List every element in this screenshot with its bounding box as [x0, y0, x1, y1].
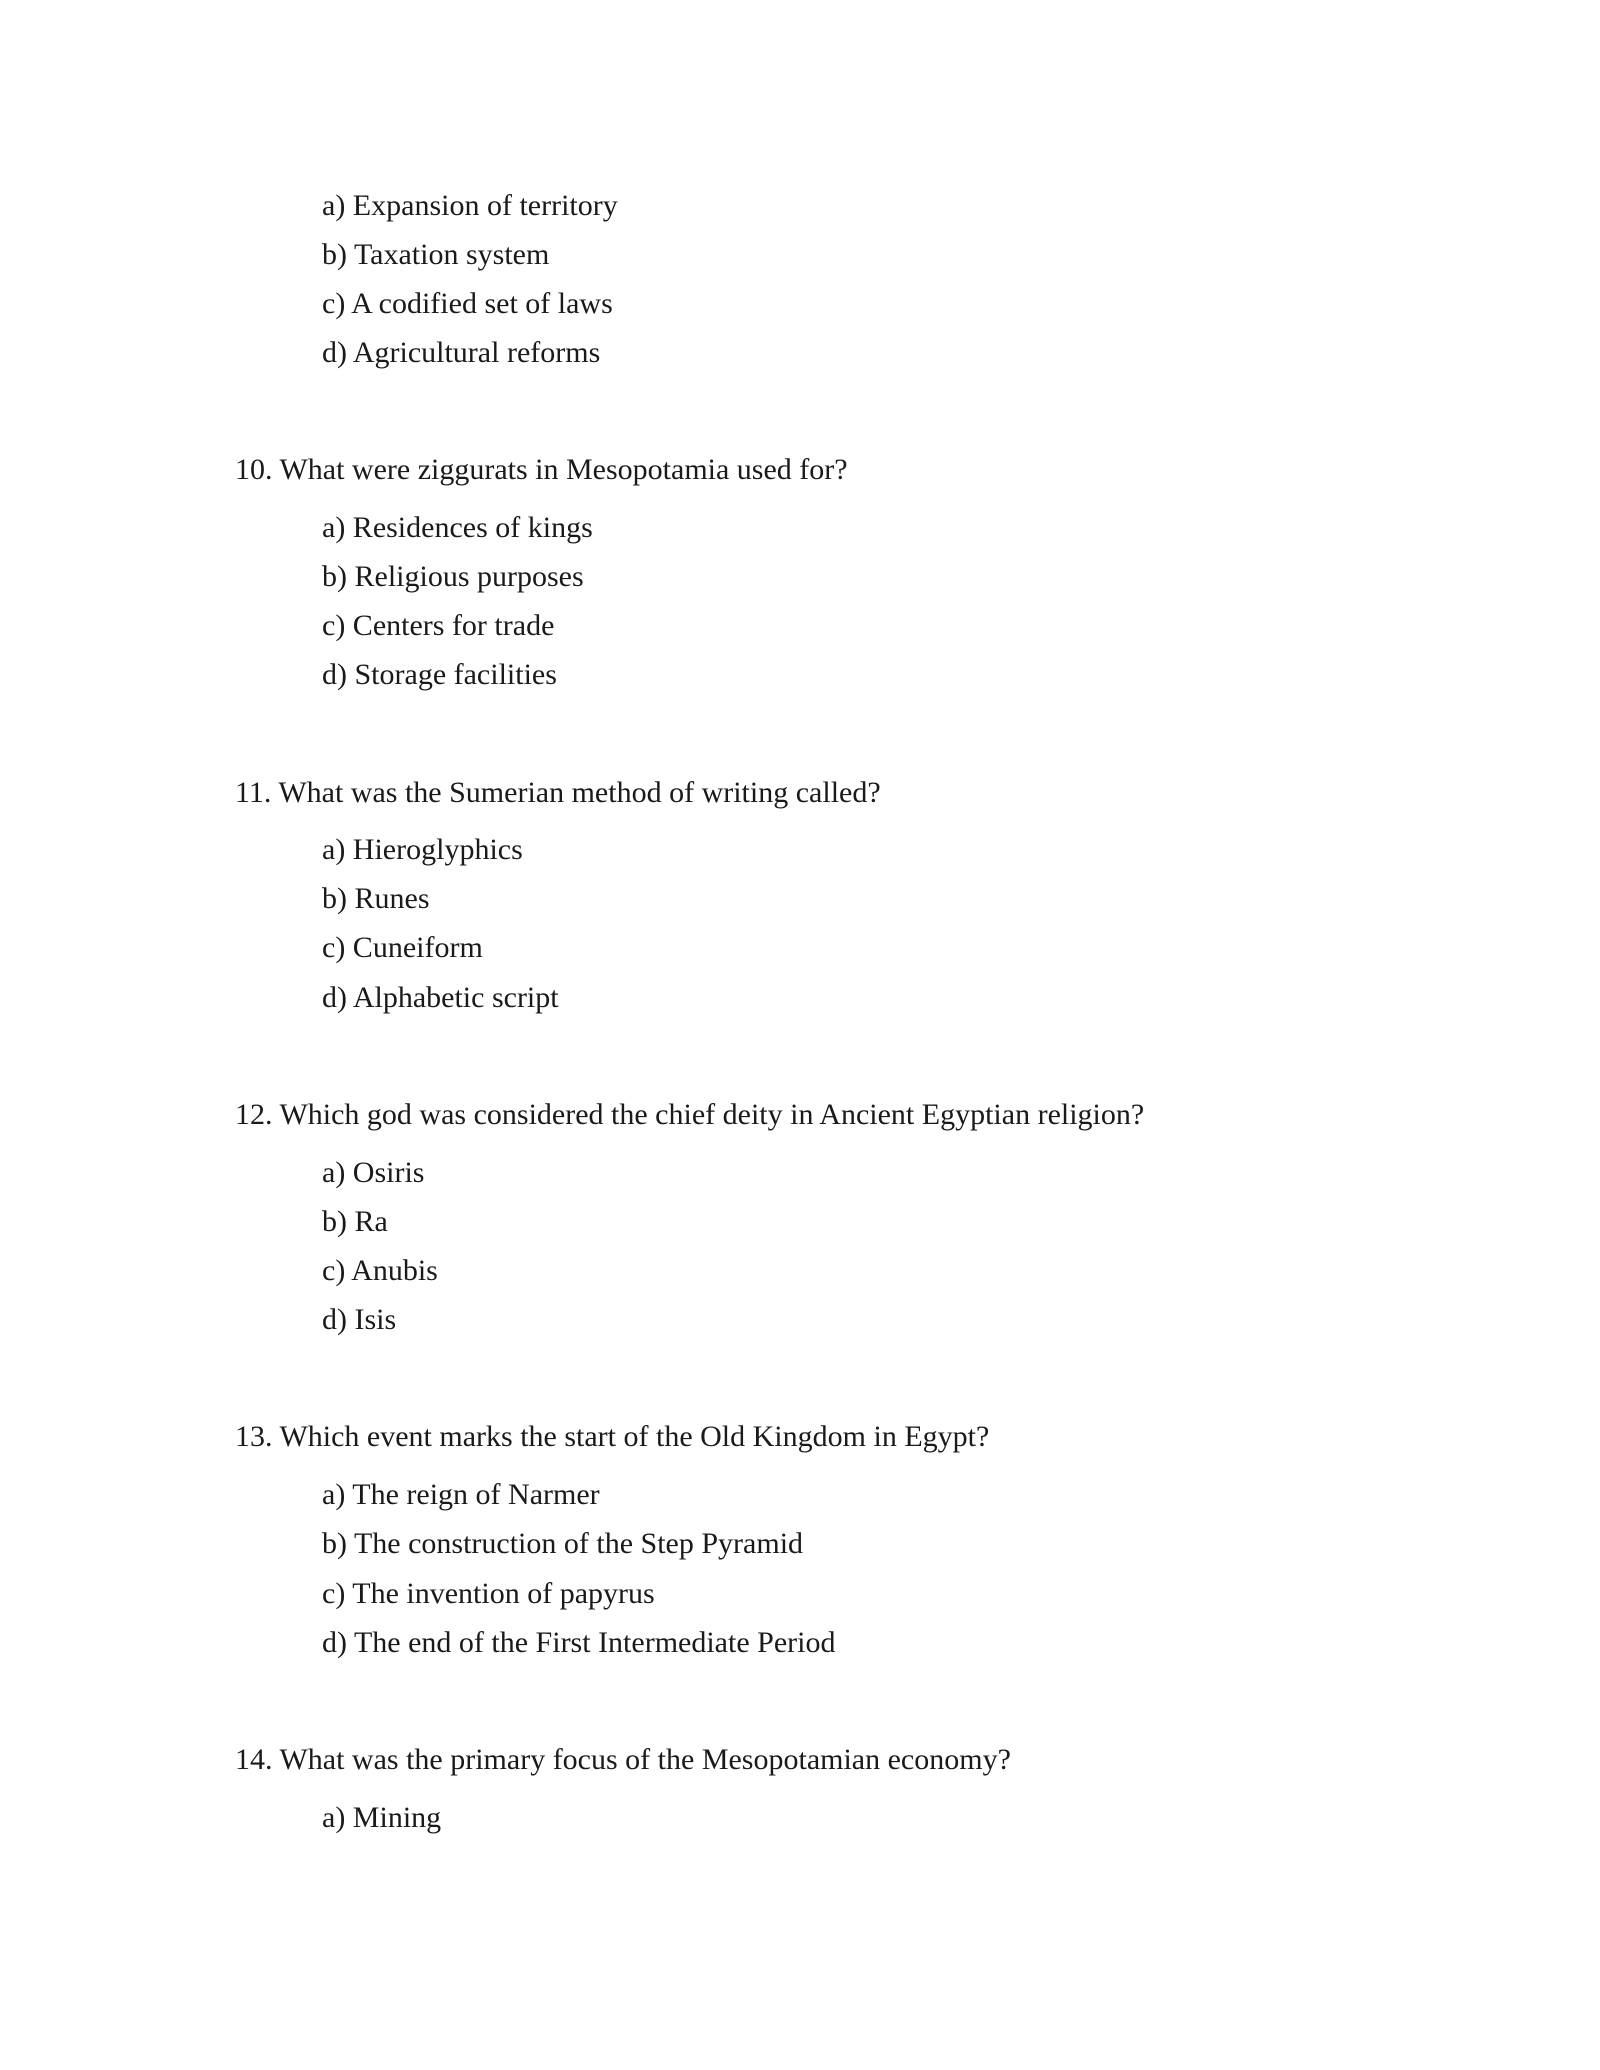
option-10d: d) Storage facilities [322, 658, 557, 691]
option-12d: d) Isis [322, 1303, 397, 1336]
option-9a: a) Expansion of territory [322, 189, 618, 222]
option-9c: c) A codified set of laws [322, 287, 613, 320]
option-11a: a) Hieroglyphics [322, 833, 523, 866]
question-10: 10. What were ziggurats in Mesopotamia used for? [235, 453, 848, 486]
option-10b: b) Religious purposes [322, 560, 584, 593]
option-11b: b) Runes [322, 882, 430, 915]
option-13d: d) The end of the First Intermediate Period [322, 1626, 836, 1659]
question-12: 12. Which god was considered the chief deity in Ancient Egyptian religion? [235, 1098, 1145, 1131]
option-9d: d) Agricultural reforms [322, 336, 601, 369]
option-12c: c) Anubis [322, 1254, 438, 1287]
option-13c: c) The invention of papyrus [322, 1577, 655, 1610]
option-12a: a) Osiris [322, 1156, 425, 1189]
option-13a: a) The reign of Narmer [322, 1478, 600, 1511]
option-13b: b) The construction of the Step Pyramid [322, 1527, 804, 1560]
question-13: 13. Which event marks the start of the Old Kingdom in Egypt? [235, 1420, 990, 1453]
option-11c: c) Cuneiform [322, 931, 483, 964]
question-11: 11. What was the Sumerian method of writing called? [235, 776, 881, 809]
option-12b: b) Ra [322, 1205, 388, 1238]
question-14: 14. What was the primary focus of the Mesopotamian economy? [235, 1743, 1011, 1776]
option-10c: c) Centers for trade [322, 609, 555, 642]
option-10a: a) Residences of kings [322, 511, 593, 544]
option-11d: d) Alphabetic script [322, 981, 559, 1014]
option-9b: b) Taxation system [322, 238, 550, 271]
option-14a: a) Mining [322, 1801, 442, 1834]
